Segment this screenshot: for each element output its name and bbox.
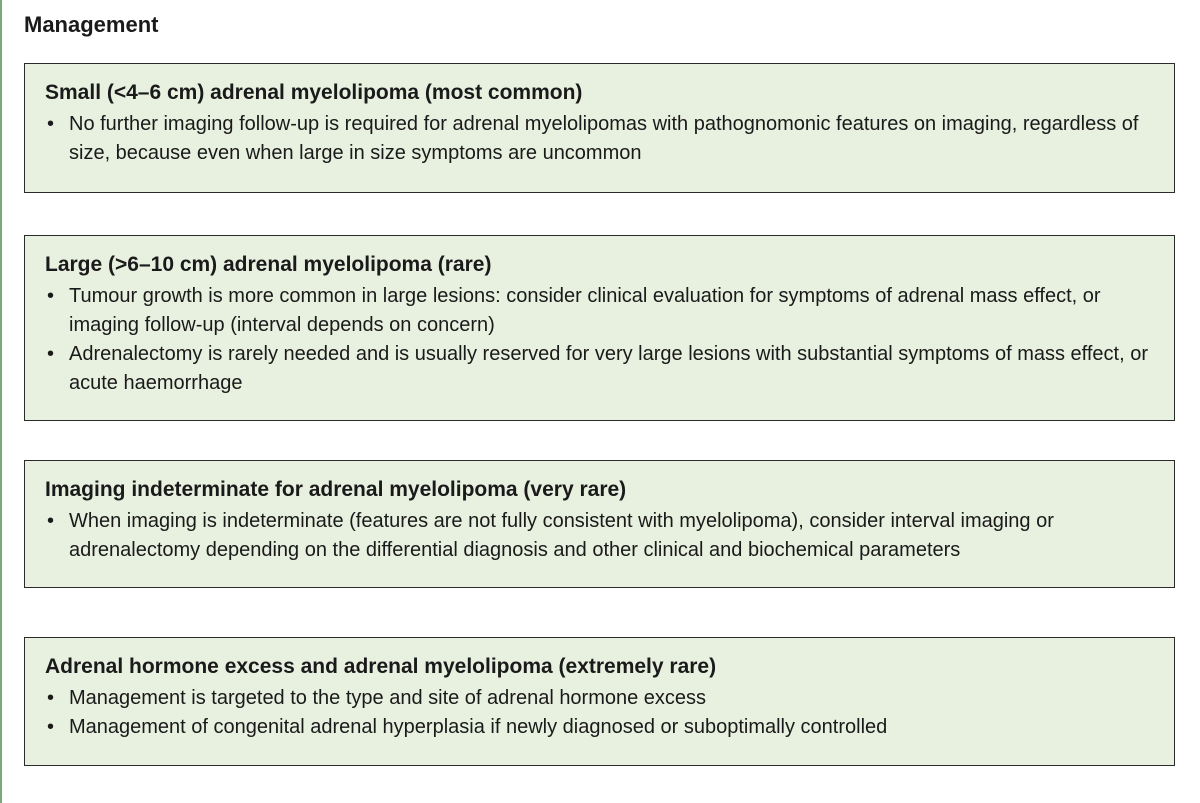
- left-margin-rule: [0, 0, 2, 803]
- bullet-list: [45, 110, 1154, 168]
- bullet-list: [45, 684, 1154, 742]
- box-title: Large (>6–10 cm) adrenal myelolipoma (rare): [45, 253, 492, 276]
- box-title: Imaging indeterminate for adrenal myelolipoma (very rare): [45, 478, 627, 501]
- management-box-indeterminate: [24, 460, 1175, 588]
- bullet-item: • Tumour growth is more common in large lesions: consider clinical evaluation for symptoms of adrenal mass effect, or imaging follow-up (interval depends on concern): [45, 282, 1154, 340]
- box-title: Adrenal hormone excess and adrenal myelolipoma (extremely rare): [45, 655, 717, 678]
- bullet-item: • When imaging is indeterminate (features are not fully consistent with myelolipoma), consider interval imaging or adrenalectomy depending on the differential diagnosis and other clinical and biochemical parameters: [45, 507, 1154, 565]
- management-box-hormone-excess: [24, 637, 1175, 766]
- box-title: Small (<4–6 cm) adrenal myelolipoma (most common): [45, 81, 583, 104]
- bullet-item: • Management of congenital adrenal hyperplasia if newly diagnosed or suboptimally controlled: [45, 713, 1154, 742]
- bullet-item: • Management is targeted to the type and site of adrenal hormone excess: [45, 684, 1154, 713]
- bullet-list: [45, 507, 1154, 565]
- bullet-item: • No further imaging follow-up is required for adrenal myelolipomas with pathognomonic features on imaging, regardless of size, because even when large in size symptoms are uncommon: [45, 110, 1154, 168]
- bullet-list: [45, 282, 1154, 398]
- section-heading: Management: [24, 12, 159, 37]
- management-box-small: [24, 63, 1175, 193]
- management-box-large: [24, 235, 1175, 421]
- bullet-item: • Adrenalectomy is rarely needed and is usually reserved for very large lesions with substantial symptoms of mass effect, or acute haemorrhage: [45, 340, 1154, 398]
